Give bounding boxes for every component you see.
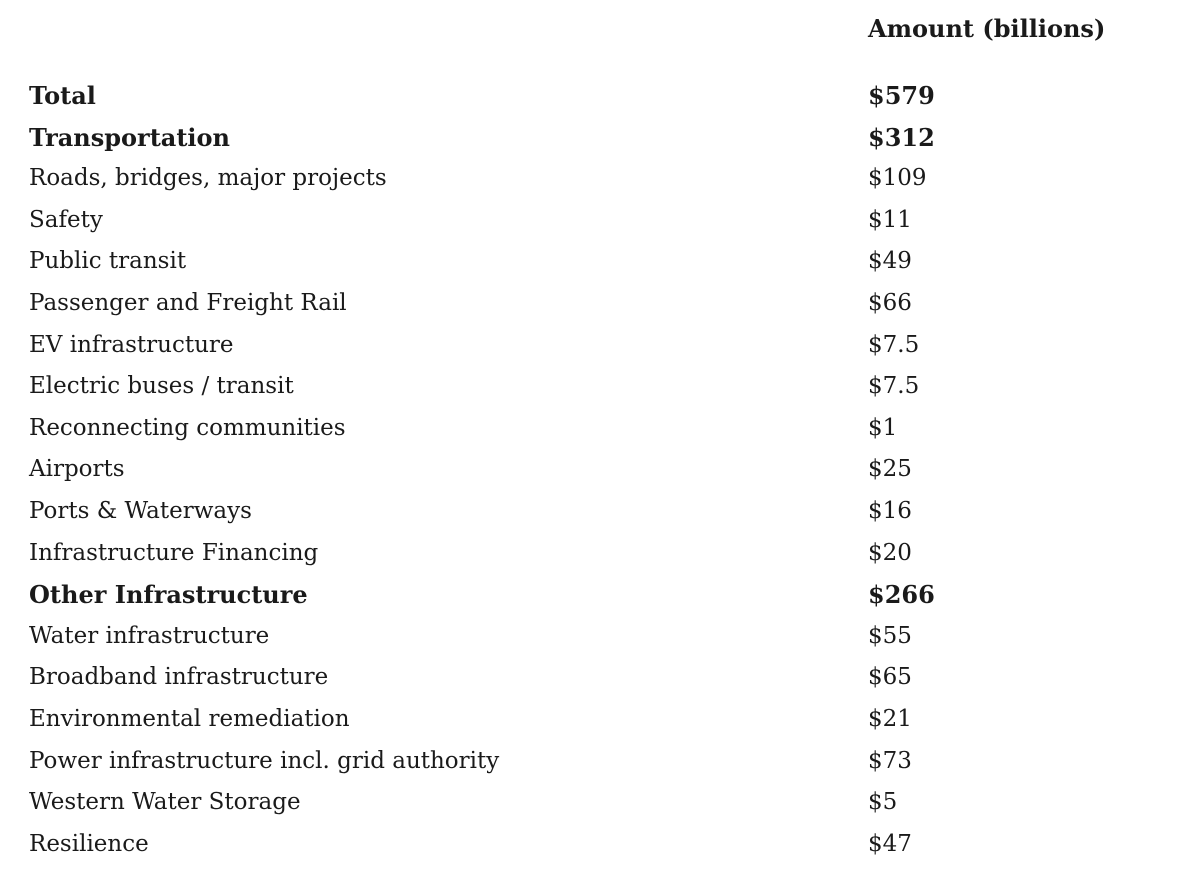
table-row xyxy=(0,283,1200,325)
row-label: Public transit xyxy=(29,248,187,275)
table-row xyxy=(0,741,1200,783)
table-row xyxy=(0,408,1200,450)
table-row xyxy=(0,616,1200,658)
table-row xyxy=(0,241,1200,283)
row-amount: $49 xyxy=(868,248,912,275)
table-row xyxy=(0,366,1200,408)
row-label: Western Water Storage xyxy=(29,789,301,816)
row-label: Roads, bridges, major projects xyxy=(29,165,387,192)
row-label: Power infrastructure incl. grid authority xyxy=(29,747,500,774)
row-label: Infrastructure Financing xyxy=(29,539,319,566)
row-label: Safety xyxy=(29,206,103,233)
table-row xyxy=(0,657,1200,699)
row-amount: $20 xyxy=(868,539,912,566)
table-body xyxy=(0,75,1200,865)
row-amount: $11 xyxy=(868,206,912,233)
row-label: EV infrastructure xyxy=(29,331,234,358)
row-label: Resilience xyxy=(29,830,149,857)
table-row xyxy=(0,117,1200,159)
row-label: Other Infrastructure xyxy=(29,580,308,610)
row-amount: $312 xyxy=(868,122,935,152)
row-label: Reconnecting communities xyxy=(29,414,346,441)
row-label: Transportation xyxy=(29,122,230,152)
table-row xyxy=(0,824,1200,866)
row-amount: $16 xyxy=(868,497,912,524)
table-row xyxy=(0,533,1200,575)
row-amount: $66 xyxy=(868,289,912,316)
row-amount: $109 xyxy=(868,165,927,192)
table-row xyxy=(0,75,1200,117)
row-label: Broadband infrastructure xyxy=(29,664,329,691)
row-amount: $25 xyxy=(868,456,912,483)
table-row xyxy=(0,574,1200,616)
table-row xyxy=(0,491,1200,533)
row-label: Environmental remediation xyxy=(29,705,350,732)
row-amount: $1 xyxy=(868,414,898,441)
row-amount: $7.5 xyxy=(868,373,920,400)
amount-column-header: Amount (billions) xyxy=(868,14,1106,43)
row-label: Total xyxy=(29,81,96,110)
table-row xyxy=(0,325,1200,367)
row-amount: $21 xyxy=(868,705,912,732)
table-row xyxy=(0,200,1200,242)
row-amount: $73 xyxy=(868,747,912,774)
row-label: Electric buses / transit xyxy=(29,373,294,400)
row-amount: $5 xyxy=(868,789,898,816)
row-label: Passenger and Freight Rail xyxy=(29,289,347,316)
table-row xyxy=(0,158,1200,200)
row-label: Ports & Waterways xyxy=(29,497,252,524)
row-label: Water infrastructure xyxy=(29,622,270,649)
table-row xyxy=(0,782,1200,824)
row-label: Airports xyxy=(29,456,125,483)
row-amount: $65 xyxy=(868,664,912,691)
row-amount: $7.5 xyxy=(868,331,920,358)
table-row xyxy=(0,699,1200,741)
row-amount: $266 xyxy=(868,580,935,610)
row-amount: $47 xyxy=(868,830,912,857)
table-row xyxy=(0,449,1200,491)
row-amount: $579 xyxy=(868,81,935,110)
row-amount: $55 xyxy=(868,622,912,649)
